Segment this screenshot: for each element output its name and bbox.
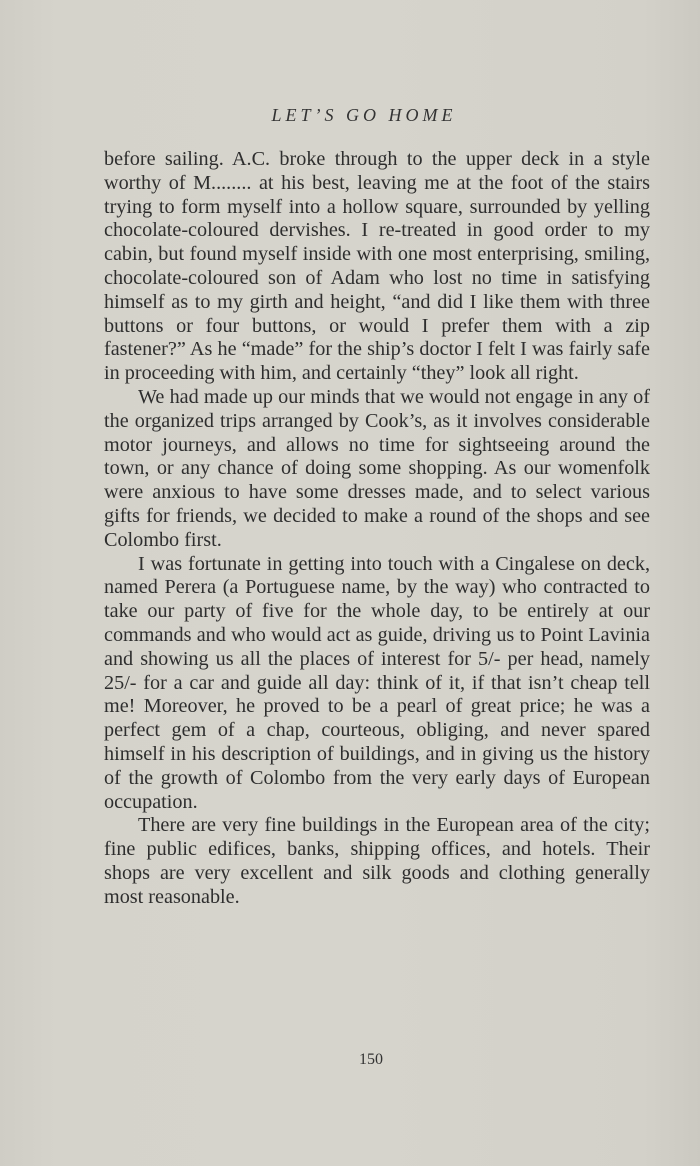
body-text [104, 148, 650, 910]
paragraph-3: I was fortunate in getting into touch with a Cingalese on deck, named Perera (a Portuguese name, by the way) who contracted to take our party of five for the whole day, to be entirely at our commands and who would act as guide, driving us to Point Lavinia and showing us all the places of interest for 5/- per head, namely 25/- for a car and guide all day: think of it, if that isn’t cheap tell me! Moreover, he proved to be a pearl of great price; he was a perfect gem of a chap, courteous, obliging, and never spared himself in his description of buildings, and in giving us the history of the growth of Colombo from the very early days of European occupation. [104, 552, 650, 813]
paragraph-4: There are very fine buildings in the European area of the city; fine public edifices, banks, shipping offices, and hotels. Their shops are very excellent and silk goods and clothing generally most reasonable. [104, 814, 650, 908]
paragraph-1: before sailing. A.C. broke through to the upper deck in a style worthy of M........ at his best, leaving me at the foot of the stairs trying to form myself into a hollow square, surrounded by yelling chocolate-coloured dervishes. I re-treated in good order to my cabin, but found myself inside with one most enterprising, smiling, chocolate-coloured son of Adam who lost no time in satisfying himself as to my girth and height, “and did I like them with three buttons or four buttons, or would I prefer them with a zip fastener?” As he “made” for the ship’s doctor I felt I was fairly safe in proceeding with him, and certainly “they” look all right. [104, 148, 650, 385]
running-head: LET’S GO HOME [271, 105, 457, 125]
page-number: 150 [359, 1051, 383, 1068]
paragraph-2: We had made up our minds that we would not engage in any of the organized trips arranged by Cook’s, as it involves considerable motor journeys, and allows no time for sightseeing around the town, or any chance of doing some shopping. As our womenfolk were anxious to have some dresses made, and to select various gifts for friends, we decided to make a round of the shops and see Colombo first. [104, 385, 650, 551]
